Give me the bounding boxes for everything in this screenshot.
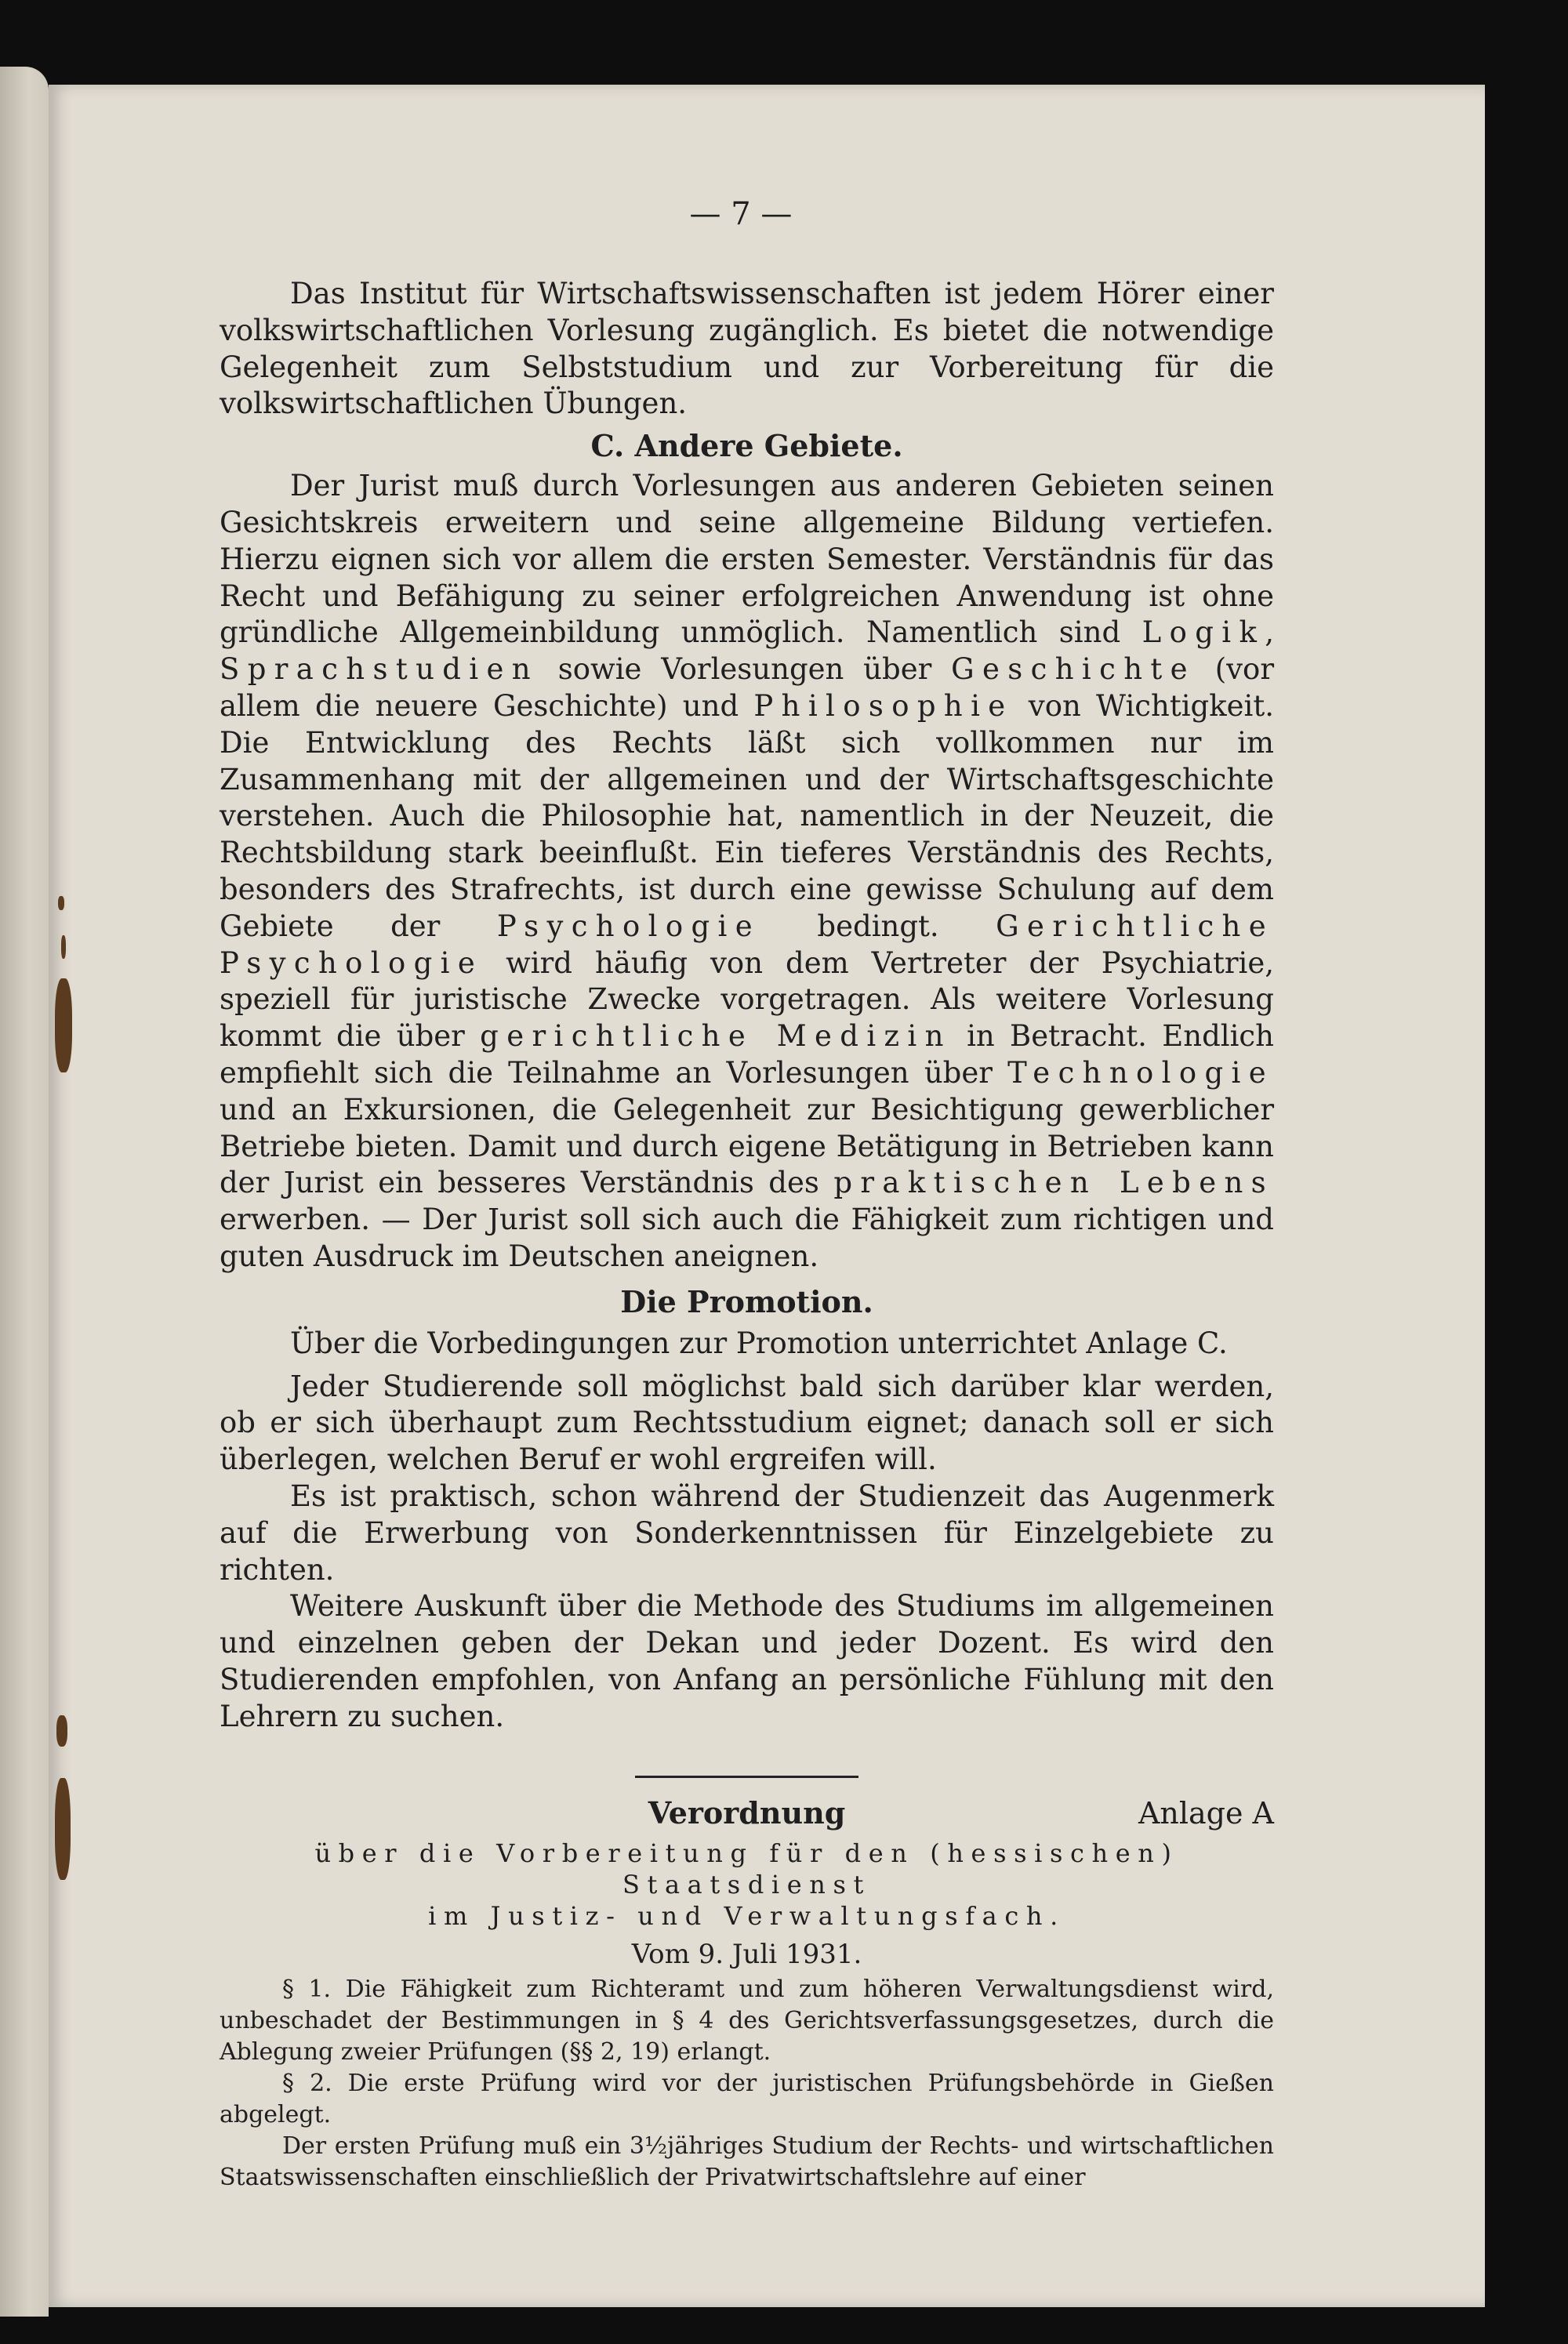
decree-section-2: § 2. Die erste Prüfung wird vor der juristischen Prüfungsbehörde in Gießen abgelegt. bbox=[220, 2070, 1274, 2129]
decree-heading bbox=[220, 1795, 1274, 1838]
decree-section-2-continued: Der ersten Prüfung muß ein 3½jähriges Studium der Rechts- und wirtschaftlichen Staatswissenschaften einschließlich der Privatwirtschaftslehre auf einer bbox=[220, 2132, 1274, 2192]
margin-mark bbox=[61, 935, 66, 959]
annex-label: Anlage A bbox=[1138, 1796, 1274, 1831]
margin-mark bbox=[58, 896, 64, 910]
decree-subtitle-line1: über die Vorbereitung für den (hessischen) Staatsdienst bbox=[314, 1838, 1179, 1900]
decree-section-1: § 1. Die Fähigkeit zum Richteramt und zum höheren Verwaltungsdienst wird, unbeschadet der Bestimmungen in § 4 des Gerichtsverfassungsgesetzes, durch die Ablegung zweier Prüfungen (§§ 2, 19) erlangt. bbox=[220, 1976, 1274, 2066]
page-number: — 7 — bbox=[689, 196, 793, 232]
paragraph-further-info: Weitere Auskunft über die Methode des Studiums im allgemeinen und einzelnen geben der Dekan und jeder Dozent. Es wird den Studierenden empfohlen, von Anfang an persönliche Fühlung mit den Lehrern zu suchen. bbox=[220, 1589, 1274, 1733]
divider-rule bbox=[635, 1776, 858, 1778]
decree-subtitle-line2: im Justiz- und Verwaltungsfach. bbox=[428, 1901, 1065, 1932]
paragraph-study-suitability: Jeder Studierende soll möglichst bald sich darüber klar werden, ob er sich überhaupt zum Rechtsstudium eignet; danach soll er sich überlegen, welchen Beruf er wohl ergreifen will. bbox=[220, 1369, 1274, 1477]
section-heading-c: C. Andere Gebiete. bbox=[590, 428, 903, 464]
paragraph-institute: Das Institut für Wirtschaftswissenschaften ist jedem Hörer einer volkswirtschaftlichen Vorlesung zugänglich. Es bietet die notwendige Gelegenheit zum Selbststudium und zur Vorbereitung für die volkswirtschaftlichen Übungen. bbox=[220, 277, 1274, 421]
margin-mark bbox=[56, 1715, 67, 1747]
decree-text bbox=[220, 1974, 1274, 2193]
paragraph-promotion-conditions: Über die Vorbedingungen zur Promotion unterrichtet Anlage C. bbox=[290, 1326, 1228, 1360]
margin-mark bbox=[55, 1778, 71, 1880]
paragraph-other-fields: Der Jurist muß durch Vorlesungen aus anderen Gebieten seinen Gesichtskreis erweitern und seine allgemeine Bildung vertiefen. Hierzu eignen sich vor allem die ersten Semester. Verständnis für das Recht und Befähigung zu seiner erfolgreichen Anwendung ist ohne gründliche Allgemeinbildung unmöglich. Namentlich sind Logik, Sprachstudien sowie Vorlesungen über Geschichte (vor allem die neuere Geschichte) und Philosophie von Wichtigkeit. Die Entwicklung des Rechts läßt sich vollkommen nur im Zusammenhang mit der allgemeinen und der Wirtschaftsgeschichte verstehen. Auch die Philosophie hat, namentlich in der Neuzeit, die Rechtsbildung stark beeinflußt. Ein tieferes Verständnis des Rechts, besonders des Strafrechts, ist durch eine gewisse Schulung auf dem Gebiete der Psychologie bedingt. Gerichtliche Psychologie wird häufig von dem Vertreter der Psychiatrie, speziell für juristische Zwecke vorgetragen. Als weitere Vorlesung kommt die über gerichtliche Medizin in Betracht. Endlich empfiehlt sich die Teilnahme an Vorlesungen über Technologie und an Exkursionen, die Gelegenheit zur Besichtigung gewerblicher Betriebe bieten. Damit und durch eigene Betätigung in Betrieben kann der Jurist ein besseres Verständnis des praktischen Lebens erwerben. — Der Jurist soll sich auch die Fähigkeit zum richtigen und guten Ausdruck im Deutschen aneignen. bbox=[220, 469, 1275, 1273]
decree-date: Vom 9. Juli 1931. bbox=[631, 1939, 862, 1971]
left-page-edge bbox=[0, 67, 49, 2317]
document-body bbox=[220, 276, 1274, 2193]
decree-title: Verordnung bbox=[648, 1795, 846, 1831]
paragraph-special-knowledge: Es ist praktisch, schon während der Studienzeit das Augenmerk auf die Erwerbung von Sonderkenntnissen für Einzelgebiete zu richten. bbox=[220, 1479, 1274, 1587]
section-heading-promotion: Die Promotion. bbox=[620, 1283, 873, 1319]
margin-mark bbox=[55, 978, 72, 1072]
